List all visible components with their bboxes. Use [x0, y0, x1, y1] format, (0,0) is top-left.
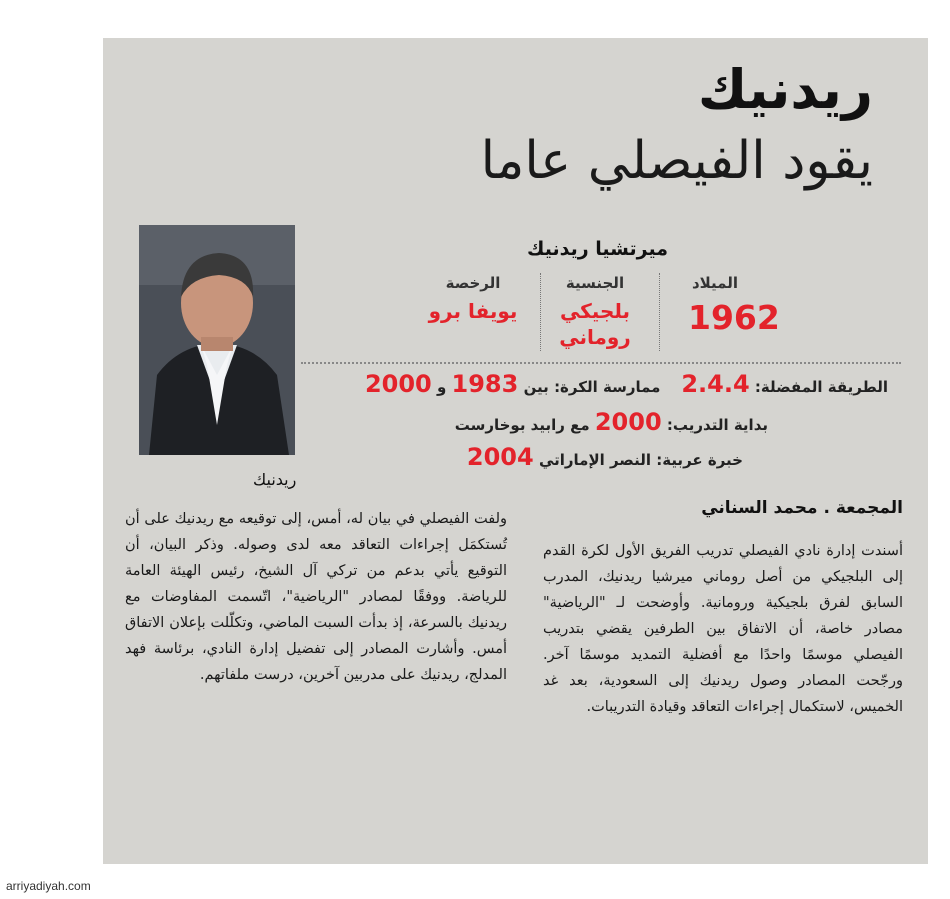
dotted-separator: [301, 362, 901, 364]
license-value: يويفا برو: [428, 299, 518, 323]
article-left-column: ولفت الفيصلي في بيان له، أمس، إلى توقيعه مع ريدنيك على أن تُستكمَل إجراءات التعاقد معه لدى وصوله. وذكر البيان، أن التوقيع يأتي بدعم من تركي آل الشيخ، رئيس الهيئة العامة للرياضة. ووفقًا لمصادر "الرياضية"، اتّسمت المفاوضات مع ريدنيك بالسرعة، إذ بدأت السبت الماضي، وتكلّلت بإعلان الاتفاق أمس. وأشارت المصادر إلى تفضيل إدارة النادي، برئاسة فهد المدلج، ريدنيك على مدربين آخرين، درست ملفاتهم.: [125, 511, 507, 683]
playing-to-year: 2000: [364, 370, 432, 398]
photo-caption: ريدنيك: [253, 470, 297, 489]
article-right-column: أسندت إدارة نادي الفيصلي تدريب الفريق الأول لكرة القدم إلى البلجيكي من أصل روماني ميرشيا ريدنيك، المدرب السابق لفرق بلجيكية ورومانية. وأوضحت لـ "الرياضية" مصادر خاصة، أن الاتفاق بين الطرفين يقضي بتدريب الفيصلي موسمًا واحدًا مع أفضلية التمديد موسمًا آخر. ورجّحت المصادر وصول ريدنيك إلى السعودية، بعد غد الخميس، لاستكمال إجراءات التعاقد وقيادة التدريبات.: [543, 543, 903, 715]
formation-value: 2.4.4: [681, 370, 750, 398]
formation-label: الطريقة المفضلة:: [754, 378, 888, 396]
coaching-year: 2000: [594, 408, 662, 436]
headline: ريدنيك: [697, 58, 873, 121]
coach-photo: [139, 225, 295, 455]
formation-and-playing-row: [365, 370, 888, 398]
arab-year: 2004: [466, 443, 534, 471]
nationality-value-belgian: بلجيكي: [559, 299, 631, 323]
source-footer: arriyadiyah.com: [6, 879, 91, 893]
playing-label: ممارسة الكرة:: [554, 378, 661, 396]
arab-club: النصر الإماراتي: [538, 451, 651, 469]
coaching-club: مع رابيد بوخارست: [454, 416, 590, 434]
arab-experience-row: [467, 443, 743, 471]
coaching-start-row: [455, 408, 768, 436]
license-label: الرخصة: [445, 274, 501, 292]
divider: [659, 273, 660, 351]
playing-between: بين: [523, 378, 549, 396]
nationality-label: الجنسية: [565, 274, 625, 292]
coach-portrait-image: [139, 225, 295, 455]
arab-label: خبرة عربية:: [656, 451, 743, 469]
coach-name: ميرتشيا ريدنيك: [527, 238, 668, 260]
playing-from-year: 1983: [451, 370, 519, 398]
nationality-value-romanian: روماني: [559, 325, 631, 349]
sub-headline: يقود الفيصلي عاما: [480, 131, 873, 191]
nationality-value: [550, 298, 640, 350]
playing-and: و: [436, 378, 447, 396]
article-panel: [103, 38, 928, 864]
coaching-label: بداية التدريب:: [666, 416, 768, 434]
birth-label: الميلاد: [691, 274, 739, 292]
birth-value: 1962: [688, 298, 780, 337]
divider: [540, 273, 541, 351]
byline: المجمعة . محمد السناني: [701, 498, 903, 518]
